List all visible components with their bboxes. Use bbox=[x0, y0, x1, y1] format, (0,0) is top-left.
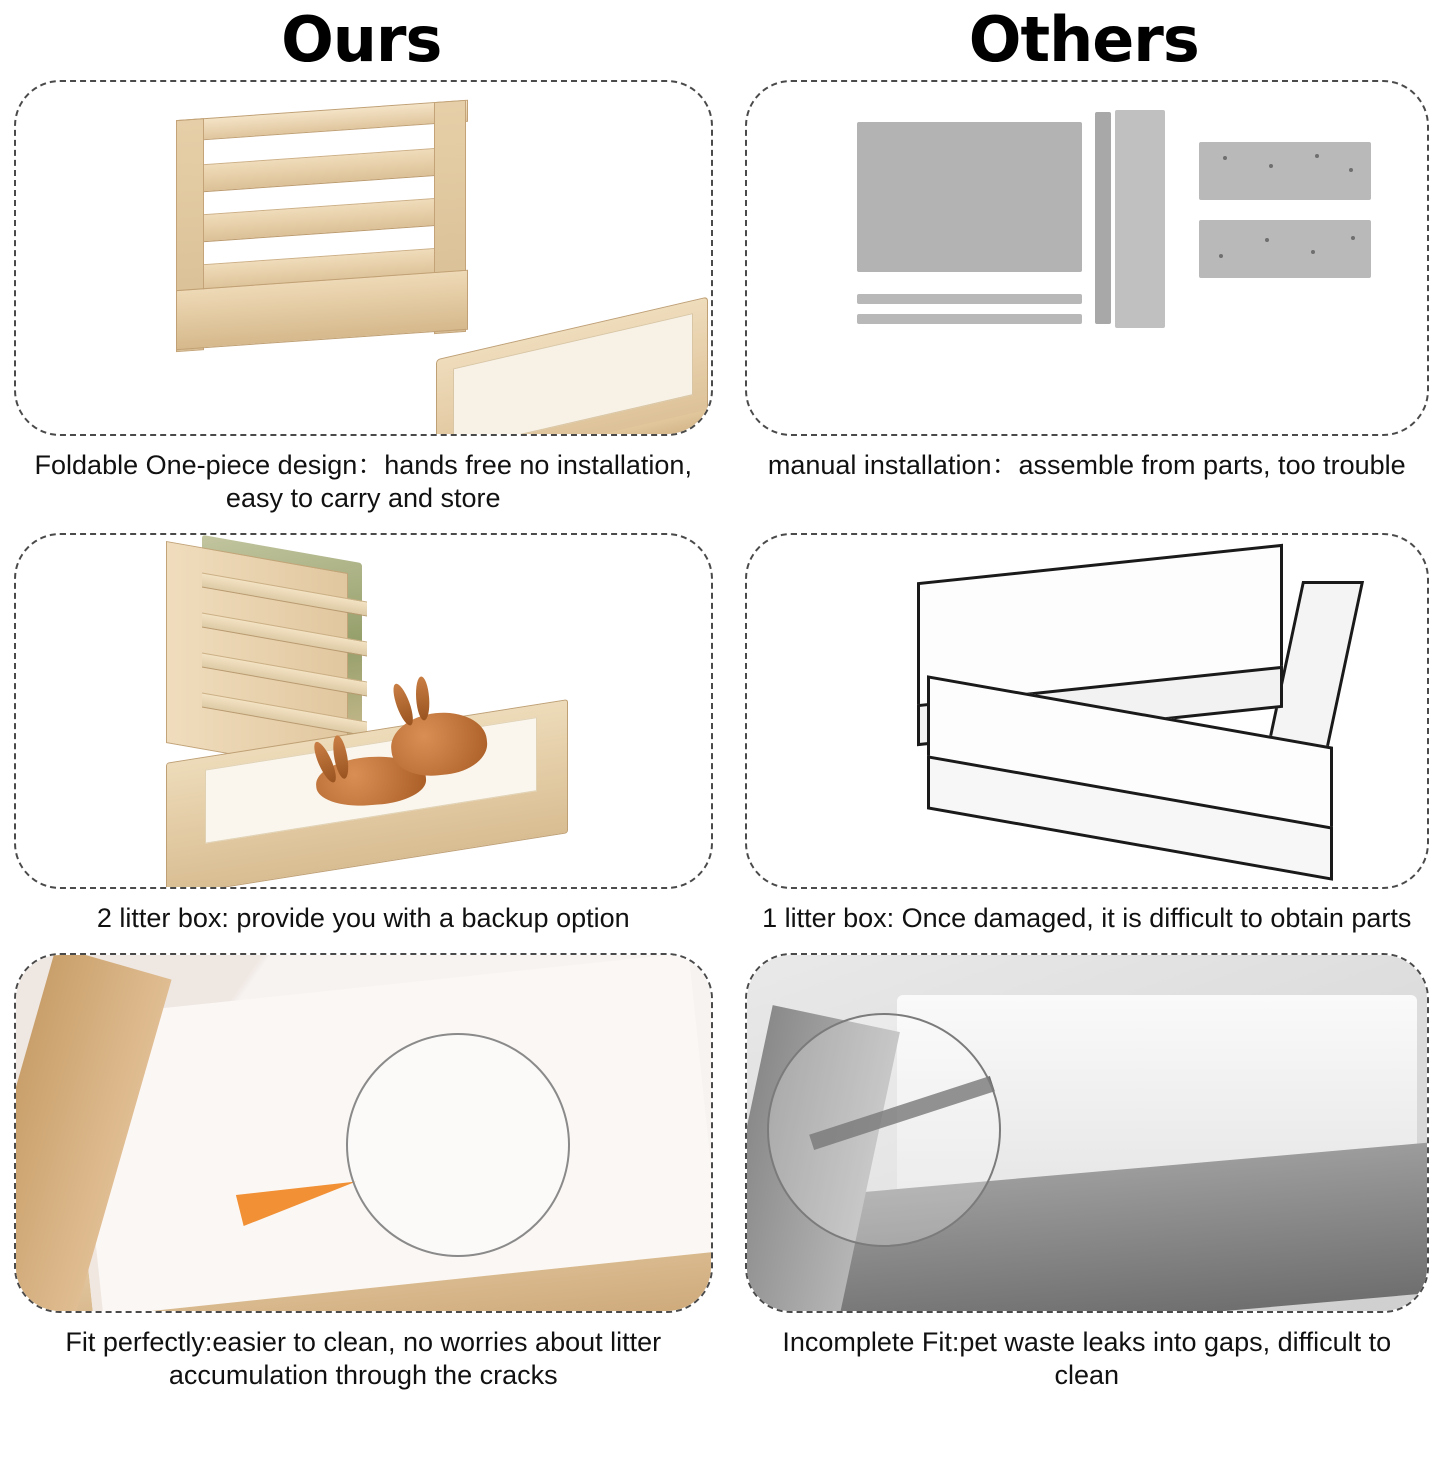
cell-ours-3 bbox=[0, 953, 723, 1392]
caption-ours-1: Foldable One-piece design：hands free no installation, easy to carry and store bbox=[34, 450, 692, 513]
image-panel-others-2 bbox=[745, 533, 1430, 889]
caption-others-3: Incomplete Fit:pet waste leaks into gaps, difficult to clean bbox=[782, 1327, 1392, 1390]
side-panel-part-2 bbox=[1199, 220, 1371, 278]
row-spacer-1 bbox=[0, 515, 1445, 533]
header-others: Others bbox=[968, 3, 1199, 76]
caption-ours-3: Fit perfectly:easier to clean, no worries about litter accumulation through the cracks bbox=[65, 1327, 662, 1390]
corner-photo-ours bbox=[16, 955, 711, 1311]
cell-others-2 bbox=[723, 533, 1445, 935]
image-panel-ours-2 bbox=[14, 533, 713, 889]
cell-ours-1 bbox=[0, 80, 723, 515]
zoom-circle-icon bbox=[346, 1033, 570, 1257]
caption-others-2: 1 litter box: Once damaged, it is difficult to obtain parts bbox=[762, 903, 1412, 933]
image-panel-others-3 bbox=[745, 953, 1430, 1313]
image-panel-others-1 bbox=[745, 80, 1430, 436]
strip-part-2 bbox=[857, 314, 1082, 324]
image-panel-ours-1 bbox=[14, 80, 713, 436]
strip-part-1 bbox=[857, 294, 1082, 304]
comparison-grid bbox=[0, 80, 1445, 1392]
wood-tray-graphic bbox=[436, 297, 708, 436]
vertical-part-1 bbox=[1095, 112, 1111, 324]
header-ours: Ours bbox=[281, 3, 442, 76]
row-spacer-2 bbox=[0, 935, 1445, 953]
flat-board-part bbox=[857, 122, 1082, 272]
side-panel-part-1 bbox=[1199, 142, 1371, 200]
caption-ours-2: 2 litter box: provide you with a backup option bbox=[96, 903, 630, 933]
cell-others-3 bbox=[723, 953, 1445, 1392]
zoom-circle-icon bbox=[767, 1013, 1001, 1247]
header-row bbox=[0, 0, 1445, 80]
wood-hay-feeder-graphic bbox=[176, 100, 466, 350]
caption-others-1: manual installation：assemble from parts, too trouble bbox=[767, 450, 1406, 480]
image-panel-ours-3 bbox=[14, 953, 713, 1313]
corner-photo-others bbox=[747, 955, 1428, 1311]
cell-ours-2 bbox=[0, 533, 723, 935]
cell-others-1 bbox=[723, 80, 1445, 515]
vertical-part-2 bbox=[1115, 110, 1165, 328]
